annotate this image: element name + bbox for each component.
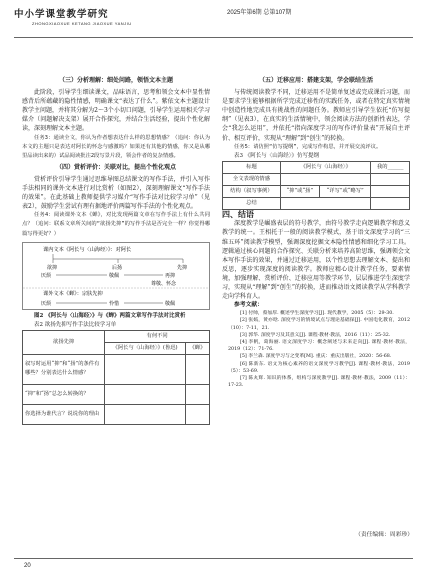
table-cell bbox=[185, 354, 209, 384]
table-cell: 我的______ bbox=[371, 161, 410, 173]
diagram-term: 再抑 bbox=[165, 272, 176, 279]
table-cell bbox=[371, 173, 410, 185]
table-header: 《蝉》 bbox=[185, 342, 209, 354]
table-cell bbox=[371, 186, 410, 198]
page-number: 20 bbox=[24, 563, 31, 569]
table-cell bbox=[280, 173, 371, 185]
references-heading: 参考文献： bbox=[234, 302, 263, 309]
editor-credit: （责任编辑：周彩珍） bbox=[355, 532, 413, 538]
journal-logo: 中小学课堂教学研究 bbox=[14, 9, 109, 20]
issue-info: 2025年第6期 总第107期 bbox=[227, 10, 292, 16]
journal-header bbox=[14, 6, 414, 32]
table-cell bbox=[185, 384, 209, 404]
journal-logo-en: ZHONGXIAOXUE KETANG JIAOXUE YANJIU bbox=[32, 21, 132, 26]
table-cell: “抑”或“扬” bbox=[280, 186, 319, 198]
footer-divider bbox=[14, 558, 413, 559]
right-column bbox=[222, 74, 410, 389]
reference-item: [1] 付帅，蔡加厚. 概述学生深度学习[J]. 现代教学，2005（5）：29-30. bbox=[240, 311, 394, 317]
reference-item: [5] 李兰森. 深度学习与之变革[M]. 重庆：重庆出版社，2020：56-68. bbox=[240, 354, 392, 360]
diagram-term: 怜惜 bbox=[109, 300, 120, 307]
left-column bbox=[22, 74, 210, 425]
paragraph: 与传统阅读教学不同，迁移运用不是简单复述或完成课后习题，而是要求学生能够根据所学完成迁移性的实践任务，或者在特定真实情境中创造性地完成具有挑战性的问题任务。教师应引导学生依托“仿写提纲”（见表3），在真实的生活情境中，领会阅读方法的创新性表达，学会“我怎么运用”，并依托“指向深度学习的写作评价量表”开展自主评价、相互评价，实现从“理解”到“创生”的转换。 bbox=[222, 89, 410, 142]
table-cell: 《阿长与〈山海经〉》 bbox=[280, 161, 371, 173]
table-cell bbox=[280, 198, 371, 210]
paragraph: 此阶段，引导学生细读课文，品味语言，思考和领会文本中显性情感背后所蕴藏的隐性情感，明确课文“表达了什么”。紫依文本主题设计教学主问题，并将其分解为2～3个小切口问题，引导学生运用相关学习媒介（问题解决支架）展开合作探究，并结合生活经验，提出个性化解读，深刻理解文本主题。 bbox=[22, 89, 210, 133]
diagram-term: 厌烦 bbox=[41, 272, 52, 279]
header-divider bbox=[14, 37, 413, 38]
reference-item: [3] 郭华. 深度学习及其意义[J]. 课程·教材·教法，2016（11）：25-32. bbox=[240, 332, 391, 338]
table-cell bbox=[185, 404, 209, 424]
reference-item: [4] 李帆，葛海丽. 语文深度学习：概念阐述与未来走向[J]. 课程·教材·教法，2019（12）：71-76. bbox=[228, 340, 410, 353]
diagram-label: 先抑 bbox=[177, 264, 188, 271]
task-text: 任务5：请仿照“仿写提纲”，完成写作构思，并开展交流评议。 bbox=[234, 143, 382, 150]
diagram-label: 欲抑 bbox=[47, 264, 58, 271]
reference-list bbox=[222, 310, 410, 389]
table-caption: 表3 《阿长与〈山海经〉》仿写提纲 bbox=[234, 152, 319, 159]
diagram-term: 厌烦 bbox=[41, 300, 52, 307]
table-header: 《阿长与〈山海经〉》(鲁迅) bbox=[105, 342, 186, 354]
section-heading: （三）分析理解：细处问路，领悟文本主题 bbox=[58, 77, 173, 84]
table-cell: “详写”或“略写” bbox=[319, 186, 371, 198]
task-text: 任务4：阅读课外文本《蝉》，对比发现两篇文章在写作手法上有什么共同点？（追问：联系文章所关间的“欲扬先抑”的写作手法是否完全一样？你觉得哪篇写得更好？） bbox=[22, 212, 210, 237]
conclusion-heading: 四、结语 bbox=[222, 209, 254, 220]
table-caption: 表2 欲扬先抑写作手法比较学习单 bbox=[34, 321, 117, 328]
paragraph: 深度教学是崛盛表层的符号教学，由符号教学走向逻辑教学和意义教学的统一。王相托于一般的阅读教学模式，基于语文深度学习的“三维五环”阅读教学模型，强调深度挖掘文本隐性情感和细化学习工具。逻辑通过核心问题的合作探究、关联分析来培养高阶思维，强调领会文本写作手法的效果，并通过迁移运用，以个性思想去理解文本、提出和反思，逐步实现深度的阅读教学。教师应精心设计教学任务，要素情境，加强理解、赏析评价、迁移应用等教学环节，层层推进学生深度学习，实现从“理解”到“创生”的转换，进而推动语文阅读教学从学科教学走向学科育人。 bbox=[222, 220, 410, 301]
diagram-label: 后扬 bbox=[112, 264, 123, 271]
diagram-svg bbox=[23, 243, 209, 309]
reference-item: [2] 张嫣，黄亦晗. 深度学习的情境试点与理论基础探[J]. 中国电化教育，2012（10）：7-11，21. bbox=[228, 318, 410, 331]
table-cell: “抑”和“扬”总怎么转换的？ bbox=[23, 384, 105, 404]
section-heading: （五）迁移应用：搭建支架，学会联结生活 bbox=[258, 77, 373, 84]
diagram-term: 敬佩 bbox=[165, 300, 176, 307]
diagram-term: 敬佩 bbox=[109, 272, 120, 279]
table-2 bbox=[22, 330, 210, 425]
diagram-title1: 课内文本《阿长与〈山海经〉》：对阿长 bbox=[43, 246, 132, 253]
reference-item: [6] 陈新东. 语文为核心素养的语文深度学习教学[J]. 课程·教材·教法，2019（5）：53-69. bbox=[228, 361, 410, 374]
table-cell bbox=[371, 198, 410, 210]
table-cell bbox=[105, 354, 186, 384]
task-text: 任务3：通读全文，你认为作者想表达什么样的思想情感？（追问：你认为本文的主题只是表达对阿长的怀念与感激吗？如果还有其他的情感，你又是从哪里品读出来的）试品阅读批注2段写景片段，领会作者的复杂情感。 bbox=[22, 134, 210, 159]
table-3 bbox=[222, 161, 410, 210]
diagram-term: 尊敬、怀念 bbox=[151, 280, 177, 287]
reference-item: [7] 陈丸辉. 知识的体系，组构与深度教学[J]. 课程·教材·教法，2009（11）：17-23. bbox=[228, 376, 410, 389]
table-cell: 叙写时运用“抑”和“扬”的条件有哪些？分别表达什么情感？ bbox=[23, 354, 105, 384]
table-cell: 结构（叙写事例） bbox=[223, 186, 281, 198]
paragraph: 赏析评价引导学生通过思维导图总结课文的写作手法，并引入写作手法相同的课外文本进行对比赏析（如图2），深刻理解课文“写作手法的效果”。在此基础上教师提供学习媒介“写作手法对比较学习单”（见表2），鼓励学生尝试有理有据地评价两篇写作手法的个性化观点。 bbox=[22, 175, 210, 211]
table-header: 欲扬先抑 bbox=[23, 330, 105, 354]
table-cell: 全文表现的情感 bbox=[223, 173, 281, 185]
table-cell: 总结 bbox=[223, 198, 281, 210]
table-cell: 你选择为谁代言？说说你的理由 bbox=[23, 404, 105, 424]
figure-caption: 图2 《阿长与〈山海经〉》与《蝉》两篇文章写作手法对比赏析 bbox=[34, 312, 186, 319]
table-cell: 标题 bbox=[223, 161, 281, 173]
table-cell bbox=[105, 384, 186, 404]
section-heading: （四）赏析评价：关联对比，提出个性化观点 bbox=[55, 163, 176, 171]
diagram-title2: 课外文本《蝉》：宗肤先抑 bbox=[43, 290, 103, 297]
table-cell bbox=[105, 404, 186, 424]
comparison-diagram bbox=[22, 242, 210, 310]
table-header: 有何不同 bbox=[105, 330, 210, 342]
